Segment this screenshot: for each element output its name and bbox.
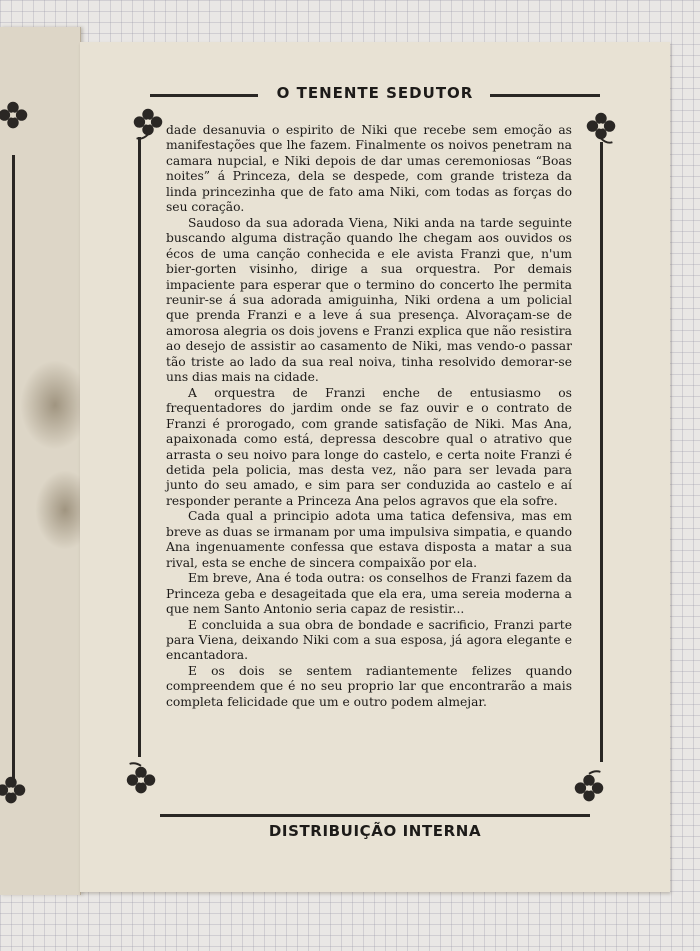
left-page-edge	[0, 27, 81, 895]
paragraph: dade desanuvia o espirito de Niki que recebe sem emoção as manifestações que lhe fazem. Finalmente os noivos penetram na camara nupcial, e Niki depois de dar umas ceremoniosas “Boas noites” á Princeza, dela se despede, com grande tristeza da linda princezinha que de fato ama Niki, com todas as forças do seu coração.	[166, 123, 572, 215]
flower-ornament-icon	[129, 104, 167, 142]
flower-ornament-icon	[122, 762, 160, 800]
left-page-border-line	[12, 155, 15, 783]
footer-label: DISTRIBUIÇÃO INTERNA	[268, 822, 482, 840]
program-page	[80, 42, 670, 892]
bottom-border	[160, 814, 590, 817]
story-text	[166, 123, 572, 710]
right-border	[600, 142, 603, 762]
page-title: O TENENTE SEDUTOR	[276, 84, 474, 102]
paragraph: Saudoso da sua adorada Viena, Niki anda na tarde seguinte buscando alguma distração quando lhe chegam aos ouvidos os écos de uma canção conhecida e ele avista Franzi que, n'um bier-gorten visinho, dirige a sua orquestra. Por demais impaciente para esperar que o termino do concerto lhe permita reunir-se á sua adorada amiguinha, Niki ordena a um policial que prenda Franzi e a leve á sua presença. Alvoraçam-se de amorosa alegria os dois jovens e Franzi explica que não resistira ao desejo de assistir ao casamento de Niki, mas vendo-o passar tão triste ao lado da sua real noiva, tinha resolvido demorar-se uns dias mais na cidade.	[166, 215, 572, 385]
left-border	[138, 137, 141, 757]
paragraph: A orquestra de Franzi enche de entusiasmo os frequentadores do jardim onde se faz ouvir e o contrato de Franzi é prorogado, com grande satisfação de Niki. Mas Ana, apaixonada como está, depressa descobre qual o atrativo que arrasta o seu noivo para longe do castelo, e certa noite Franzi é detida pela policia, mas desta vez, não para ser levada para junto do seu amado, e sim para ser conduzida ao castelo e aí responder perante a Princeza Ana pelos agravos que ela sofre.	[166, 385, 572, 508]
paragraph: E os dois se sentem radiantemente felizes quando compreendem que é no seu proprio lar que encontrarão a mais completa felicidade que um e outro podem almejar.	[166, 663, 572, 709]
paragraph: E concluida a sua obra de bondade e sacrificio, Franzi parte para Viena, deixando Niki com a sua esposa, já agora elegante e encantadora.	[166, 617, 572, 663]
flower-ornament-icon	[570, 770, 608, 808]
paragraph: Cada qual a principio adota uma tatica defensiva, mas em breve as duas se irmanam por uma impulsiva simpatia, e quando Ana ingenuamente confessa que estava disposta a matar a sua rival, esta se enche de sincera compaixão por ela.	[166, 509, 572, 570]
flower-ornament-icon	[582, 108, 620, 146]
paragraph: Em breve, Ana é toda outra: os conselhos de Franzi fazem da Princeza geba e desageitada que ela era, uma sereia moderna a que nem Santo Antonio seria capaz de resistir...	[166, 571, 572, 617]
flower-ornament-icon	[0, 97, 32, 135]
top-border-right	[490, 94, 600, 97]
top-border-left	[150, 94, 258, 97]
flower-ornament-icon	[0, 772, 30, 810]
